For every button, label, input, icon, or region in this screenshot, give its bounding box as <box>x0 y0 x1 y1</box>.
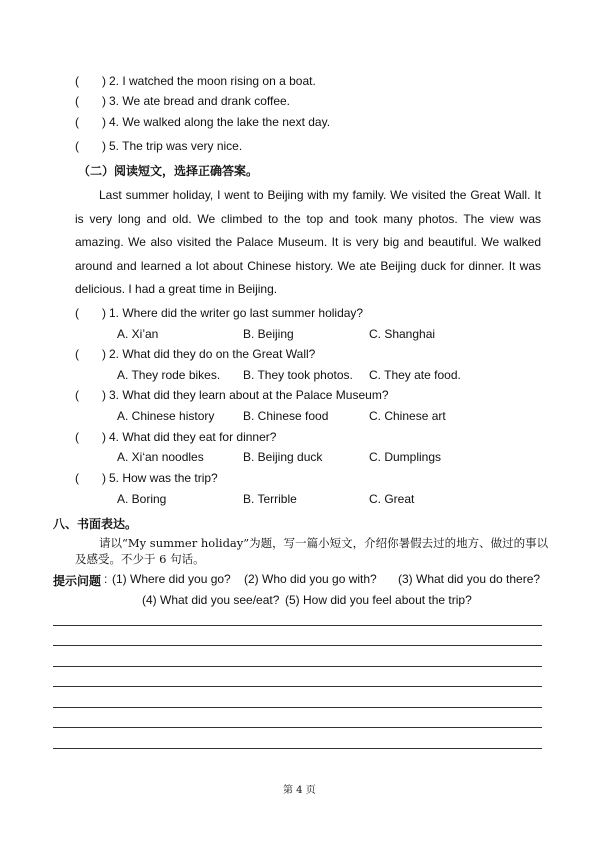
question-text: 1. Where did the writer go last summer holiday? <box>109 306 364 320</box>
answer-paren-open: ( <box>75 306 79 320</box>
answer-paren-open: ( <box>75 347 79 361</box>
answer-paren-close: ) <box>102 430 106 444</box>
writing-instruction-line2: 及感受。不少于 6 句话。 <box>75 552 205 566</box>
answer-paren-close: ) <box>102 347 106 361</box>
answer-paren-open: ( <box>75 94 79 108</box>
top-item-text: 4. We walked along the lake the next day. <box>109 115 331 129</box>
hint-q3: (3) What did you do there? <box>398 572 541 586</box>
option-a: A. Xi’an <box>117 327 159 341</box>
answer-line[interactable] <box>53 707 542 708</box>
answer-line[interactable] <box>53 686 542 687</box>
answer-paren-close: ) <box>102 94 106 108</box>
option-a: A. Chinese history <box>117 409 215 423</box>
question-text: 3. What did they learn about at the Palace Museum? <box>109 388 389 402</box>
option-b: B. Beijing <box>243 327 294 341</box>
page-number: 第 4 页 <box>283 785 316 796</box>
option-a: A. Xi‘an noodles <box>117 450 204 464</box>
option-c: C. They ate food. <box>369 368 461 382</box>
answer-paren-open: ( <box>75 139 79 153</box>
writing-heading: 八、书面表达。 <box>53 517 138 531</box>
answer-paren-open: ( <box>75 388 79 402</box>
option-c: C. Shanghai <box>369 327 436 341</box>
option-a: A. Boring <box>117 492 167 506</box>
option-b: B. They took photos. <box>243 368 353 382</box>
answer-paren-open: ( <box>75 74 79 88</box>
top-item-text: 2. I watched the moon rising on a boat. <box>109 74 316 88</box>
answer-line[interactable] <box>53 666 542 667</box>
option-c: C. Dumplings <box>369 450 442 464</box>
question-text: 2. What did they do on the Great Wall? <box>109 347 316 361</box>
hint-q1: (1) Where did you go? <box>112 572 231 586</box>
answer-line[interactable] <box>53 748 542 749</box>
answer-paren-close: ) <box>102 74 106 88</box>
top-item-text: 3. We ate bread and drank coffee. <box>109 94 291 108</box>
answer-paren-close: ) <box>102 306 106 320</box>
option-b: B. Terrible <box>243 492 297 506</box>
answer-paren-close: ) <box>102 388 106 402</box>
writing-instruction-line1: 请以“My summer holiday”为题，写一篇小短文，介绍你暑假去过的地方、做过的事以 <box>99 536 549 550</box>
option-a: A. They rode bikes. <box>117 368 221 382</box>
hint-q2: (2) Who did you go with? <box>244 572 377 586</box>
answer-line[interactable] <box>53 625 542 626</box>
hint-q5: (5) How did you feel about the trip? <box>285 593 472 607</box>
answer-line[interactable] <box>53 645 542 646</box>
answer-paren-close: ) <box>102 139 106 153</box>
top-item-text: 5. The trip was very nice. <box>109 139 243 153</box>
answer-paren-open: ( <box>75 430 79 444</box>
answer-line[interactable] <box>53 727 542 728</box>
answer-paren-open: ( <box>75 115 79 129</box>
answer-paren-open: ( <box>75 471 79 485</box>
option-c: C. Chinese art <box>369 409 446 423</box>
question-text: 4. What did they eat for dinner? <box>109 430 277 444</box>
hint-colon: : <box>104 572 108 586</box>
option-b: B. Chinese food <box>243 409 329 423</box>
option-b: B. Beijing duck <box>243 450 323 464</box>
reading-heading: （二）阅读短文，选择正确答案。 <box>78 164 259 178</box>
answer-paren-close: ) <box>102 115 106 129</box>
reading-passage: Last summer holiday, I went to Beijing with my family. We visited the Great Wall. It is very long and old. We climbed to the top and took many photos. The view was amazing. We also visited the Palace Museum. It is very big and beautiful. We walked around and learned a lot about Chinese history. We ate Beijing duck for dinner. It was delicious. I had a great time in Beijing. <box>75 188 541 297</box>
hint-q4: (4) What did you see/eat? <box>142 593 280 607</box>
question-text: 5. How was the trip? <box>109 471 218 485</box>
hint-label: 提示问题 <box>53 574 102 588</box>
answer-paren-close: ) <box>102 471 106 485</box>
option-c: C. Great <box>369 492 415 506</box>
